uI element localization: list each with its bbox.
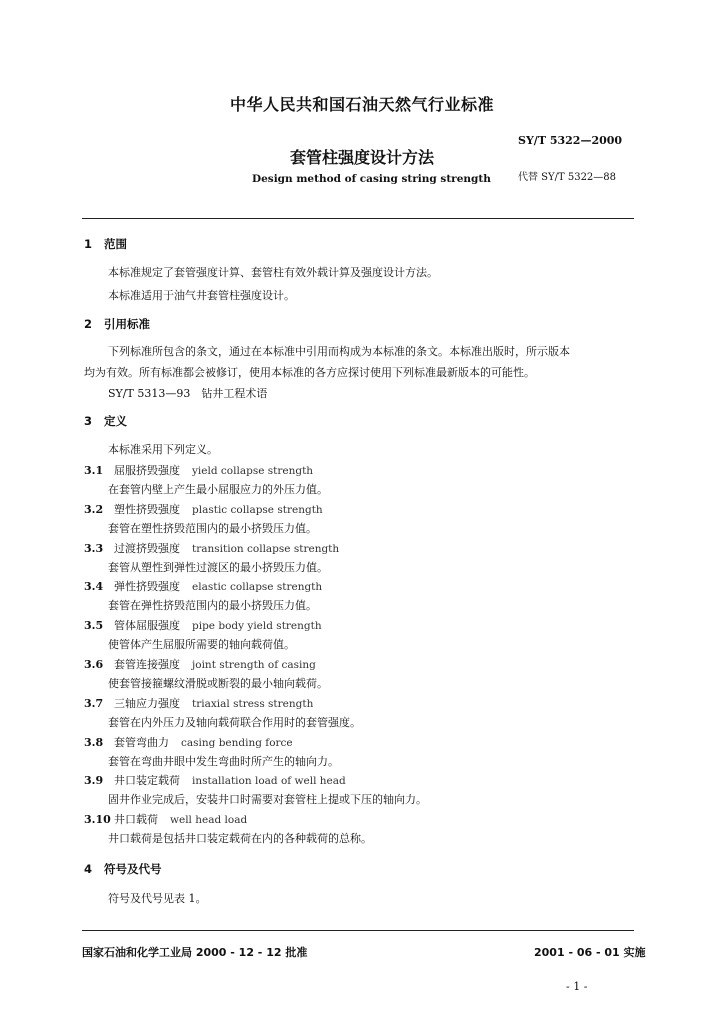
definition-number: 3.4 (84, 580, 104, 593)
implementation-date: 2001 - 06 - 01 实施 (534, 946, 646, 959)
definition-term: 套管弯曲力 (114, 736, 169, 749)
definition-number: 3.5 (84, 619, 104, 632)
definition-term: 三轴应力强度 (114, 697, 180, 710)
standard-code: SY/T 5322—2000 (518, 134, 623, 147)
definition-term-row (84, 734, 293, 750)
definition-description: 在套管内壁上产生最小屈服应力的外压力值。 (108, 483, 328, 496)
approval-note: 国家石油和化学工业局 2000 - 12 - 12 批准 (82, 946, 308, 959)
definition-term-english: plastic collapse strength (192, 504, 323, 516)
paragraph-continued: 均为有效。所有标准都会被修订，使用本标准的各方应探讨使用下列标准最新版本的可能性。 (84, 366, 535, 379)
definition-number: 3.9 (84, 774, 104, 787)
definition-term-english: transition collapse strength (192, 543, 340, 555)
definition-term: 井口装定载荷 (114, 774, 180, 787)
paragraph: 下列标准所包含的条文，通过在本标准中引用而构成为本标准的条文。本标准出版时，所示版本 (108, 345, 570, 358)
definition-description: 井口载荷是包括井口装定载荷在内的各种载荷的总称。 (108, 832, 372, 845)
section-2-heading (84, 316, 150, 332)
referenced-standard: SY/T 5313—93 钻井工程术语 (108, 387, 268, 400)
document-title: 套管柱强度设计方法 (289, 148, 434, 167)
section-3-heading (84, 413, 127, 429)
definition-term-row (84, 578, 322, 594)
section-number: 1 (84, 237, 93, 251)
definition-term-row (84, 617, 322, 633)
definition-description: 套管从塑性到弹性过渡区的最小挤毁压力值。 (108, 561, 328, 574)
definition-term-english: triaxial stress strength (192, 698, 314, 710)
definition-number: 3.1 (84, 464, 104, 477)
definition-number: 3.2 (84, 503, 104, 516)
definition-description: 套管在弯曲井眼中发生弯曲时所产生的轴向力。 (108, 755, 339, 768)
definition-description: 套管在塑性挤毁范围内的最小挤毁压力值。 (108, 522, 317, 535)
definition-term-english: yield collapse strength (192, 465, 314, 477)
definition-term: 屈服挤毁强度 (114, 464, 180, 477)
section-title: 范围 (104, 237, 127, 251)
definition-term-row (84, 772, 346, 788)
section-number: 4 (84, 862, 93, 876)
definition-term: 井口载荷 (114, 813, 158, 826)
section-title: 定义 (104, 414, 127, 428)
definition-term: 过渡挤毁强度 (114, 542, 180, 555)
paragraph: 本标准采用下列定义。 (108, 443, 218, 456)
definition-term: 管体屈服强度 (114, 619, 180, 632)
section-1-heading (84, 236, 127, 252)
definition-term-english: elastic collapse strength (192, 581, 323, 593)
definition-number: 3.7 (84, 697, 104, 710)
section-number: 2 (84, 317, 93, 331)
definition-term: 塑性挤毁强度 (114, 503, 180, 516)
definition-term-row (84, 656, 316, 672)
definition-term-row (84, 501, 323, 517)
definition-description: 套管在弹性挤毁范围内的最小挤毁压力值。 (108, 599, 317, 612)
section-4-heading (84, 861, 162, 877)
definition-description: 使管体产生屈服所需要的轴向载荷值。 (108, 638, 295, 651)
section-title: 符号及代号 (104, 862, 162, 876)
replaces-note: 代替 SY/T 5322—88 (518, 172, 617, 183)
definition-description: 套管在内外压力及轴向载荷联合作用时的套管强度。 (108, 716, 361, 729)
definition-number: 3.6 (84, 658, 104, 671)
footer-divider (82, 930, 634, 931)
definition-term: 弹性挤毁强度 (114, 580, 180, 593)
definition-term-english: installation load of well head (192, 775, 346, 787)
section-number: 3 (84, 414, 93, 428)
definition-term-row (84, 462, 313, 478)
definition-term-row (84, 540, 339, 556)
definition-term-english: well head load (170, 814, 248, 826)
definition-description: 使套管接箍螺纹滑脱或断裂的最小轴向载荷。 (108, 677, 328, 690)
definition-term-english: casing bending force (181, 737, 293, 749)
definition-number: 3.3 (84, 542, 104, 555)
definition-term-row (84, 811, 247, 827)
page-number: - 1 - (566, 980, 588, 993)
definition-term: 套管连接强度 (114, 658, 180, 671)
paragraph: 本标准规定了套管强度计算、套管柱有效外载计算及强度设计方法。 (108, 266, 438, 279)
definition-number: 3.8 (84, 736, 104, 749)
definition-term-row (84, 695, 313, 711)
section-title: 引用标准 (104, 317, 150, 331)
document-title-english: Design method of casing string strength (252, 173, 491, 185)
definition-term-english: pipe body yield strength (192, 620, 322, 632)
issuing-body: 中华人民共和国石油天然气行业标准 (229, 95, 494, 114)
paragraph: 符号及代号见表 1。 (108, 892, 207, 905)
definition-number: 3.10 (84, 813, 111, 826)
definition-description: 固井作业完成后，安装井口时需要对套管柱上提或下压的轴向力。 (108, 793, 427, 806)
header-divider (82, 218, 634, 219)
definition-term-english: joint strength of casing (192, 659, 316, 671)
paragraph: 本标准适用于油气井套管柱强度设计。 (108, 289, 295, 302)
